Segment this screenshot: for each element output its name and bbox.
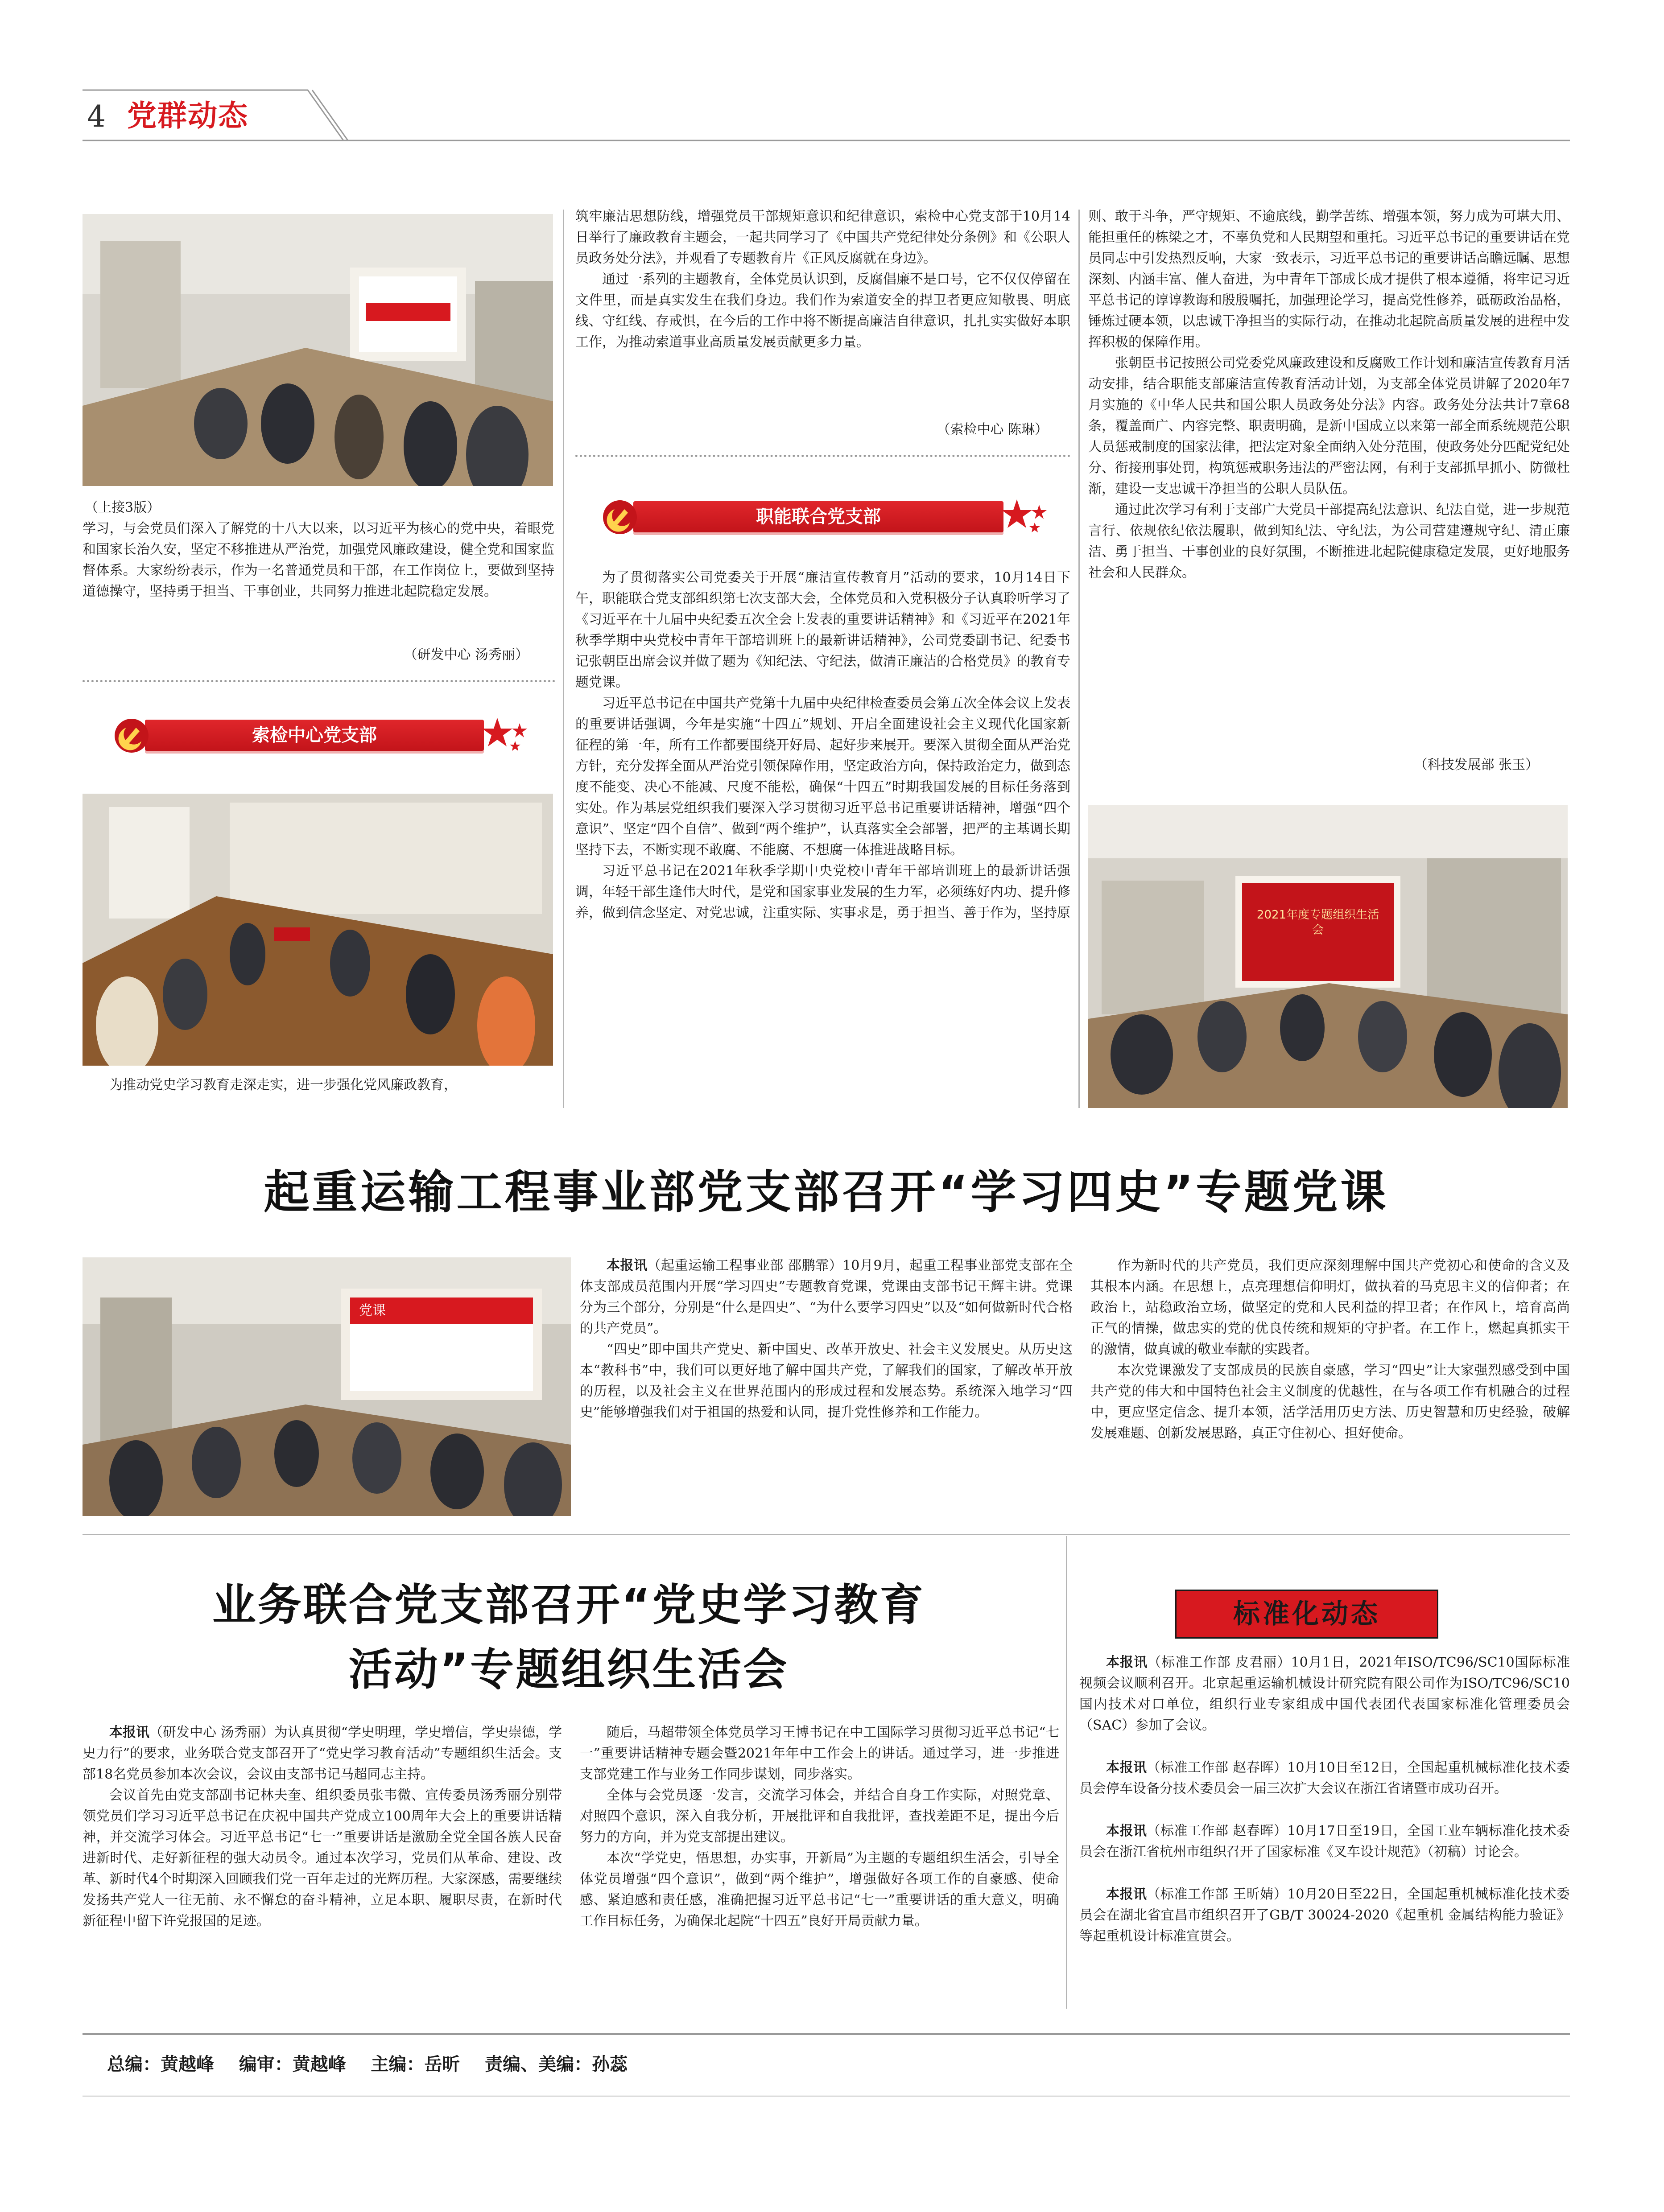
article2-col2 bbox=[1090, 1255, 1570, 1444]
paragraph: 学习，与会党员们深入了解党的十八大以来，以习近平为核心的党中央，着眼党和国家长治久安，坚定不移推进从严治党，加强党风廉政建设，健全党和国家监督体系。大家纷纷表示，作为一名普通党员和干部，在工作岗位上，要做到坚持道德操守，坚持勇于担当、干事创业，共同努力推进北起院稳定发展。 bbox=[83, 521, 554, 599]
paragraph: 本次“学党史，悟思想，办实事，开新局”为主题的专题组织生活会，引导全体党员增强“四个意识”，做到“两个维护”，增强做好各项工作的自豪感、使命感、紧迫感和责任感，准确把握习近平总书记“七一”重要讲话的重大意义，明确工作目标任务，为确保北起院“十四五”良好开局贡献力量。 bbox=[580, 1850, 1059, 1929]
paragraph: 筑牢廉洁思想防线，增强党员干部规矩意识和纪律意识，索检中心党支部于10月14日举行了廉政教育主题会，一起共同学习了《中国共产党纪律处分条例》和《公职人员政务处分法》，并观看了专题教育片《正风反腐就在身边》。 bbox=[575, 209, 1070, 266]
signature: （研发中心 汤秀丽） bbox=[404, 647, 529, 663]
byline-author: （标准工作部 赵春晖） bbox=[1147, 1760, 1288, 1775]
item-text: 10月17日至19日，全国工业车辆标准化技术委员会在浙江省杭州市组织召开了国家标准《叉车设计规范》（初稿）讨论会。 bbox=[1079, 1823, 1570, 1860]
stars-icon bbox=[471, 713, 533, 758]
paragraph: 则、敢于斗争，严守规矩、不逾底线，勤学苦练、增强本领，努力成为可堪大用、能担重任的栋梁之才，不辜负党和人民期望和重托。习近平总书记的重要讲话在党员同志中引发热烈反响，大家一致表示，习近平总书记的重要讲话高瞻远瞩、思想深刻、内涵丰富、催人奋进，为中青年干部成长成才提供了根本遵循，将牢记习近平总书记的谆谆教诲和殷殷嘱托，加强理论学习，提高党性修养，砥砺政治品格，锤炼过硬本领，以忠诚干净担当的实际行动，在推动北起院高质量发展的进程中发挥积极的保障作用。 bbox=[1088, 209, 1570, 350]
section-title: 党群动态 bbox=[127, 99, 248, 133]
column-divider bbox=[563, 210, 564, 1108]
article3-col2 bbox=[580, 1722, 1059, 1932]
standards-list bbox=[1079, 1652, 1570, 1947]
footer-rule-bottom bbox=[83, 2096, 1570, 2097]
byline-author: （起重运输工程事业部 邵鹏霏） bbox=[647, 1258, 843, 1273]
news-item bbox=[1079, 1757, 1570, 1799]
article1-col3 bbox=[1088, 206, 1570, 583]
party-emblem-icon bbox=[105, 713, 158, 758]
news-item bbox=[1079, 1884, 1570, 1947]
meeting-photo-2 bbox=[83, 794, 553, 1066]
slide-text: 党课 bbox=[359, 1303, 386, 1318]
byline-tag: 本报讯 bbox=[1106, 1823, 1147, 1839]
article3-col1 bbox=[83, 1722, 562, 1932]
byline-tag: 本报讯 bbox=[1106, 1760, 1147, 1775]
slide-text: 2021年度专题组织生活会 bbox=[1256, 908, 1379, 937]
page-number: 4 bbox=[87, 99, 106, 134]
paragraph: “四史”即中国共产党史、新中国史、改革开放史、社会主义发展史。从历史这本“教科书”中，我们可以更好地了解中国共产党，了解我们的国家，了解改革开放的历程，以及社会主义在世界范围内的形成过程和发展态势。系统深入地学习“四史”能够增强我们对于祖国的热爱和认同，提升党性修养和工作能力。 bbox=[580, 1342, 1073, 1420]
header-rule bbox=[0, 85, 1664, 147]
headline-article3-line2: 活动”专题组织生活会 bbox=[348, 1644, 789, 1695]
byline-author: （标准工作部 王昕婧） bbox=[1147, 1887, 1288, 1902]
paragraph: 习近平总书记在2021年秋季学期中央党校中青年干部培训班上的最新讲话强调，年轻干部生逢伟大时代，是党和国家事业发展的生力军，必须练好内功、提升修养，做到信念坚定、对党忠诚，注重实际、实事求是，勇于担当、善于作为，坚持原 bbox=[575, 863, 1070, 921]
column-divider bbox=[1066, 1536, 1067, 2009]
standards-heading: 标准化动态 bbox=[1233, 1598, 1380, 1630]
column-divider bbox=[1078, 210, 1080, 1108]
dotted-divider bbox=[83, 680, 555, 682]
headline-article2: 起重运输工程事业部党支部召开“学习四史”专题党课 bbox=[264, 1166, 1389, 1219]
byline-tag: 本报讯 bbox=[607, 1258, 648, 1273]
caption-text: 为推动党史学习教育走深走实，进一步强化党风廉政教育， bbox=[109, 1077, 457, 1093]
lead-text: 为认真贯彻“学史明理，学史增信，学史崇德，学史力行”的要求，业务联合党支部召开了“党史学习教育活动”专题组织生活会。支部18名党员参加本次会议，会议由支部书记马超同志主持。 bbox=[83, 1725, 562, 1782]
article1-col1-text bbox=[83, 518, 554, 602]
footer-rule bbox=[83, 2033, 1570, 2035]
article2-col1 bbox=[580, 1255, 1073, 1423]
banner-zhineng bbox=[593, 495, 1053, 540]
paragraph: 张朝臣书记按照公司党委党风廉政建设和反腐败工作计划和廉洁宣传教育月活动安排，结合职能支部廉洁宣传教育活动计划，为支部全体党员讲解了2020年7月实施的《中华人民共和国公职人员政务处分法》内容。政务处分法共计7章68条，覆盖面广、内容完整、职责明确，是新中国成立以来第一部全面系统规范公职人员惩戒制度的国家法律，把法定对象全面纳入处分范围，使政务处分匹配党纪处分、衔接刑事处罚，构筑惩戒职务违法的严密法网，有利于支部抓早抓小、防微杜渐，建设一支忠诚干净担当的公职人员队伍。 bbox=[1088, 355, 1570, 497]
paragraph bbox=[580, 1255, 1073, 1339]
byline-tag: 本报讯 bbox=[1106, 1887, 1147, 1902]
paragraph: 全体与会党员逐一发言，交流学习体会，并结合自身工作实际，对照党章、对照四个意识，深入自我分析，开展批评和自我批评，查找差距不足，提出今后努力的方向，并为党支部提出建议。 bbox=[580, 1788, 1059, 1845]
byline-author: （标准工作部 皮君丽） bbox=[1148, 1655, 1291, 1670]
lecture-photo bbox=[83, 1257, 571, 1516]
standards-heading-box bbox=[1175, 1590, 1438, 1639]
meeting-photo-3 bbox=[1088, 805, 1568, 1108]
stars-icon bbox=[990, 495, 1053, 540]
paragraph: 会议首先由党支部副书记林夫奎、组织委员张韦微、宣传委员汤秀丽分别带领党员们学习习近平总书记在庆祝中国共产党成立100周年大会上的重要讲话精神，并交流学习体会。习近平总书记“七一”重要讲话是激励全党全国各族人民奋进新时代、走好新征程的强大动员令。通过本次学习，党员们从革命、建设、改革、新时代4个时期深入回顾我们党一百年走过的光辉历程。大家深感，需要继续发扬共产党人一往无前、永不懈怠的奋斗精神，立足本职、履职尽责，在新时代新征程中留下许党报国的足迹。 bbox=[83, 1788, 562, 1929]
dotted-divider bbox=[575, 455, 1070, 457]
news-item bbox=[1079, 1821, 1570, 1862]
paragraph: 本次党课激发了支部成员的民族自豪感，学习“四史”让大家强烈感受到中国共产党的伟大和中国特色社会主义制度的优越性，在与各项工作有机融合的过程中，更应坚定信念、提升本领，活学活用历史方法、历史智慧和历史经验，破解发展难题、创新发展思路，真正守住初心、担好使命。 bbox=[1090, 1363, 1570, 1441]
paragraph bbox=[83, 1722, 562, 1785]
paragraph: 通过一系列的主题教育，全体党员认识到，反腐倡廉不是口号，它不仅仅停留在文件里，而是真实发生在我们身边。我们作为索道安全的捍卫者更应知敬畏、明底线、守红线、存戒惧，在今后的工作中将不断提高廉洁自律意识，扎扎实实做好本职工作，为推动索道事业高质量发展贡献更多力量。 bbox=[575, 272, 1070, 350]
banner-label: 索检中心党支部 bbox=[252, 725, 377, 746]
banner-label: 职能联合党支部 bbox=[756, 507, 881, 527]
paragraph: 习近平总书记在中国共产党第十九届中央纪律检查委员会第五次全体会议上发表的重要讲话强调，今年是实施“十四五”规划、开启全面建设社会主义现代化国家新征程的第一年，所有工作都要围绕开好局、起好步来展开。要深入贯彻全面从严治党方针，充分发挥全面从严治党引领保障作用，坚定政治方向，保持政治定力，做到态度不能变、决心不能减、尺度不能松，确保“十四五”时期我国发展的目标任务落到实处。作为基层党组织我们要深入学习贯彻习近平总书记重要讲话精神，增强“四个意识”、坚定“四个自信”、做到“两个维护”，认真落实全会部署，把严的主基调长期坚持下去，不断实现不敢腐、不能腐、不想腐一体推进战略目标。 bbox=[575, 696, 1070, 858]
signature: （科技发展部 张玉） bbox=[1414, 757, 1539, 773]
byline-author: （研发中心 汤秀丽） bbox=[149, 1725, 274, 1740]
byline-tag: 本报讯 bbox=[1106, 1655, 1148, 1670]
photo-caption bbox=[83, 1075, 554, 1096]
article1-col2-top bbox=[575, 206, 1070, 353]
paragraph: 通过此次学习有利于支部广大党员干部提高纪法意识、纪法自觉，进一步规范言行、依规依纪依法履职，做到知纪法、守纪法，为公司营建遵规守纪、清正廉洁、勇于担当、干事创业的良好氛围，不断推进北起院健康稳定发展，更好地服务社会和人民群众。 bbox=[1088, 502, 1570, 581]
byline-author: （标准工作部 赵春晖） bbox=[1147, 1823, 1288, 1839]
paragraph: 随后，马超带领全体党员学习王博书记在中工国际学习贯彻习近平总书记“七一”重要讲话精神专题会暨2021年年中工作会上的讲话。通过学习，进一步推进支部党建工作与业务工作同步谋划，同步落实。 bbox=[580, 1725, 1059, 1782]
signature: （索检中心 陈琳） bbox=[937, 422, 1048, 437]
headline-article3-line1: 业务联合党支部召开“党史学习教育 bbox=[212, 1580, 925, 1631]
footer-credits: 总编：黄越峰 编审：黄越峰 主编：岳昕 责编、美编：孙蕊 bbox=[107, 2054, 628, 2075]
item-text: 10月1日，2021年ISO/TC96/SC10国际标准视频会议顺利召开。北京起重运输机械设计研究院有限公司作为ISO/TC96/SC10国内技术对口单位，组织行业专家组成中国代表团代表国家标准化管理委员会（SAC）参加了会议。 bbox=[1079, 1655, 1570, 1733]
item-text: 10月10日至12日，全国起重机械标准化技术委员会停车设备分技术委员会一届三次扩大会议在浙江省诸暨市成功召开。 bbox=[1079, 1760, 1570, 1796]
lead-text: 10月9月，起重工程事业部党支部在全体支部成员范围内开展“学习四史”专题教育党课，党课由支部书记王辉主讲。党课分为三个部分，分别是“什么是四史”、“为什么要学习四史”以及“如何做新时代合格的共产党员”。 bbox=[580, 1258, 1073, 1336]
section-rule bbox=[83, 1534, 1570, 1535]
paragraph: 作为新时代的共产党员，我们更应深刻理解中国共产党初心和使命的含义及其根本内涵。在思想上，点亮理想信仰明灯，做执着的马克思主义的信仰者；在政治上，站稳政治立场，做坚定的党和人民利益的捍卫者；在作风上，培育高尚正气的情操，做忠实的党的优良传统和规矩的守护者。在工作上，燃起真抓实干的激情，做真诚的敬业奉献的实践者。 bbox=[1090, 1258, 1570, 1357]
byline-tag: 本报讯 bbox=[109, 1725, 150, 1740]
banner-suojian bbox=[105, 713, 533, 758]
page-header bbox=[0, 0, 1664, 147]
article1-col2-bottom bbox=[575, 567, 1070, 923]
meeting-photo-1 bbox=[83, 214, 553, 486]
continued-from-label: （上接3版） bbox=[85, 500, 161, 515]
item-text: 10月20日至22日，全国起重机械标准化技术委员会在湖北省宜昌市组织召开了GB/T 30024-2020《起重机 金属结构能力验证》等起重机设计标准宣贯会。 bbox=[1079, 1887, 1570, 1944]
paragraph: 为了贯彻落实公司党委关于开展“廉洁宣传教育月”活动的要求，10月14日下午，职能联合党支部组织第七次支部大会，全体党员和入党积极分子认真聆听学习了《习近平在十九届中央纪委五次全会上发表的重要讲话精神》和《习近平在2021年秋季学期中央党校中青年干部培训班上的最新讲话精神》，公司党委副书记、纪委书记张朝臣出席会议并做了题为《知纪法、守纪法，做清正廉洁的合格党员》的教育专题党课。 bbox=[575, 570, 1070, 690]
party-emblem-icon bbox=[593, 495, 647, 540]
news-item bbox=[1079, 1652, 1570, 1736]
